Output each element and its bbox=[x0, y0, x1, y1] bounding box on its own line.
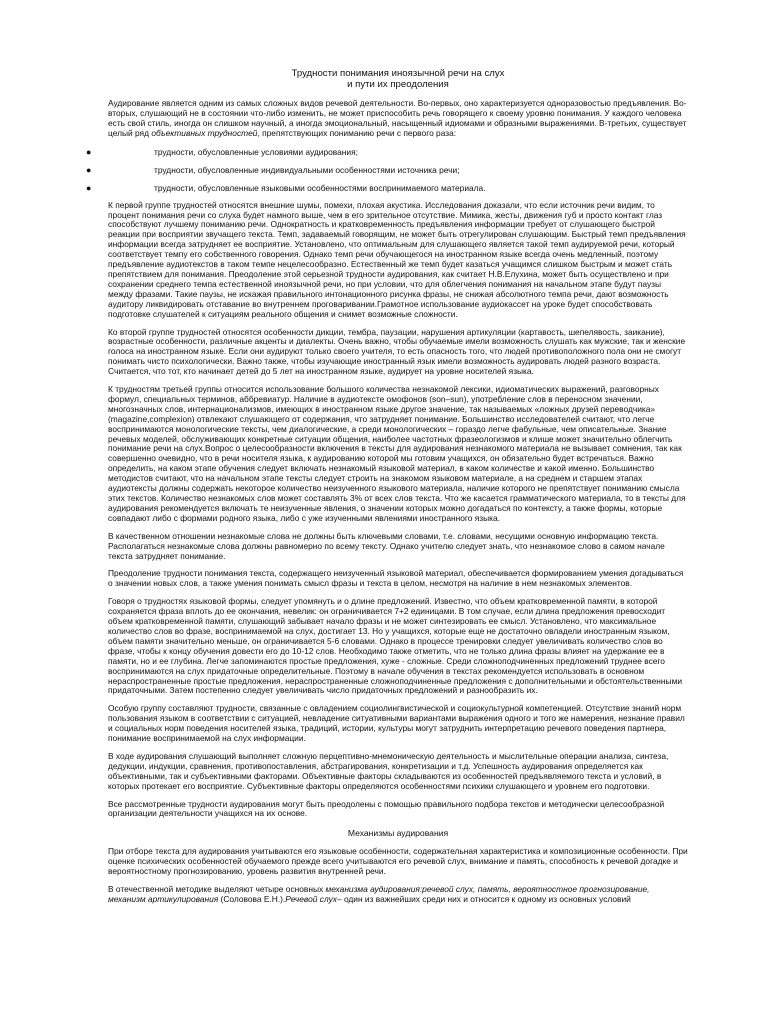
intro-text-b: , препятствующих пониманию речи с первого раза: bbox=[257, 127, 457, 138]
paragraph-unknown-words: В качественном отношении незнакомые слова не должны быть ключевыми словами, т.е. словами, несущими основную информацию текста. Располагаться незнакомые слова должны равномерно по всему тексту. Однако учителю следует знать, что незнакомое слово в самом начале текста затрудняет понимание. bbox=[108, 530, 665, 561]
mechanisms-emphasis: механизма аудирования:речевой слух, память, вероятностное прогнозирование, механизм артикулирования bbox=[108, 884, 650, 904]
paragraph-text-selection: При отборе текста для аудирования учитываются его языковые особенности, содержательная характеристика и композиционные особенности. При оценке психических особенностей обучаемого прежде всего учитываются его речевой слух, внимание и память, способность к речевой догадке и вероятностному прогнозированию, уровень развития внутренней речи. bbox=[108, 846, 688, 877]
bullet-icon: ● bbox=[86, 146, 92, 157]
paragraph-sentence-length: Говоря о трудностях языковой формы, следует упомянуть и о длине предложений. Известно, что объем кратковременной памяти, в которой сохраняется фраза вплоть до ее окончания, невелик: он ограничивается 7+2 единицами. В том случае, если длина предложения превосходит объем кратковременной памяти, слушающий забывает начало фразы и не может синтезировать ее смысл. Установлено, что максимальное количество слов во фразе, воспринимаемой на слух, достигает 13. Но у учащихся, которые еще не достаточно овладели иностранным языком, объем памяти значительно меньше, он ограничивается 5-6 словами. Однако в процессе тренировки следует увеличивать количество слов во фразе, чтобы к концу обучения довести его до 10-12 слов. Необходимо также отметить, что не только длина фразы влияет на удержание ее в памяти, но и ее глубина. Легче запоминаются простые предложения, хуже - сложные. Среди сложноподчиненных предложений труднее всего воспринимаются на слух придаточные определительные. Поэтому в начале обучения в текстах рекомендуется использовать в основном нераспространенные простые предложения, нераспространенные сложноподчиненные предложения с дополнительными и обстоятельственными придаточными. Затем постепенно следует увеличивать число придаточных предложений и разнообразить их. bbox=[108, 596, 683, 696]
paragraph-second-group: Ко второй группе трудностей относятся особенности дикции, тембра, паузации, нарушения артикуляции (картавость, шепелявость, заикание), возрастные особенности, различные акценты и диалекты. Очень важно, чтобы обучаемые имели возможность слушать как мужские, так и женские голоса на иностранном языке. Если они аудируют только своего учителя, то есть опасность того, что людей противоположного пола они не смогут понимать чисто психологически. Важно также, чтобы изучающие иностранный язык имели возможность аудировать людей разного возраста. Считается, что тот, кто начинает детей до 5 лет на иностранном языке, аудирует на уровне носителей языка. bbox=[108, 326, 686, 377]
paragraph-listening-process: В ходе аудирования слушающий выполняет сложную перцептивно-мнемоническую деятельность и мыслительные операции анализа, синтеза, дедукции, индукции, сравнения, противопоставления, абстрагирования, конкретизации и т.д. Успешность аудирования определяется как объективными, так и субъективными факторами. Объективные факторы складываются из особенностей предъявляемого текста и условий, в которых протекает его восприятие. Субъективные факторы определяются особенностями психики слушающего и уровнем его подготовки. bbox=[108, 750, 669, 791]
intro-paragraph bbox=[108, 99, 688, 139]
document-title bbox=[108, 68, 688, 90]
title-line-1: Трудности понимания иноязычной речи на слух bbox=[291, 68, 505, 79]
mechanisms-text-c: – один из важнейших среди них и относится к одному из основных условий bbox=[336, 894, 631, 904]
paragraph-third-group: К трудностям третьей группы относится использование большого количества незнакомой лексики, идиоматических выражений, разговорных формул, специальных терминов, аббревиатур. Наличие в аудиотексте омофонов (son–sun), употребление слов в переносном значении, многозначных слов, интернационализмов, имеющих в иностранном языке другое значение, так называемых «ложных друзей переводчика» (magazine,complexion) отвлекают слушающего от содержания, что затрудняет понимание. Большинство исследователей считают, что легче воспринимаются монологические тексты, чем диалогические, а среди монологических – гораздо легче фабульные, чем описательные. Знание речевых моделей, обслуживающих конкретные ситуации общения, наиболее частотных фразеологизмов и клише может значительно облегчить понимание речи на слух.Вопрос о целесообразности включения в тексты для аудирования незнакомого материала не вызывает сомнения, так как совершенно очевидно, что в речи носителя языка, к аудированию которой мы готовим учащихся, он обязательно будет встречаться. Важно определить, на каком этапе обучения следует включать незнакомый языковой материал, в каком количестве и какой именно. Большинство методистов считают, что на начальном этапе тексты следует строить на знакомом языковом материале, а на среднем и старшем этапах аудиотексты должны содержать некоторое количество неизученного языкового материала, наличие которого не препятствует пониманию смысла этих текстов. Количество незнакомых слов может составлять 3% от всех слов текста. Что же касается грамматического материала, то в тексты для аудирования рекомендуется включать те неизученные явления, о значении которых можно догадаться по контексту, а также формы, которые совпадают либо с формами родного языка, либо с уже изученными явлениями иностранного языка. bbox=[108, 384, 686, 523]
section-heading: Механизмы аудирования bbox=[347, 828, 449, 839]
paragraph-sociolinguistic: Особую группу составляют трудности, связанные с овладением социолингвистической и социокультурной компетенцией. Отсутствие знаний норм пользования языком в соответствии с ситуацией, невладение ситуативными вариантами выражения одного и того же намерения, незнание правил и социальных норм поведения носителей языка, традиций, истории, культуры могут затруднить интерпретацию речевого поведения партнера, понимание воспринимаемой на слух информации. bbox=[108, 703, 685, 744]
speech-hearing-emphasis: Речевой слух bbox=[285, 894, 337, 904]
intro-text-a: Аудирование является одним из самых сложных видов речевой деятельности. Во-первых, оно характеризуется одноразовостью предъявления. Во-вторых, слушающий не в состоянии что-либо изменить, не может приспособить речь говорящего к своему уровню понимания. У каждого человека есть свой стиль, иногда он слишком научный, а иногда эмоциональный, насыщенный идиомами и образными выражениями. В-третьих, существует целый ряд bbox=[108, 98, 687, 138]
paragraph-mechanisms bbox=[108, 885, 688, 905]
title-line-2: и пути их преодоления bbox=[347, 79, 449, 90]
mechanisms-text-a: В отечественной методике выделяют четыре основных bbox=[108, 884, 326, 895]
list-item bbox=[86, 164, 688, 175]
list-item bbox=[86, 182, 688, 193]
list-item-text: трудности, обусловленные языковыми особенностями воспринимаемого материала. bbox=[154, 182, 486, 193]
difficulty-list bbox=[86, 146, 688, 193]
intro-emphasis: объективных трудностей bbox=[151, 127, 258, 138]
paragraph-conclusion: Все рассмотренные трудности аудирования могут быть преодолены с помощью правильного подбора текстов и методически целесообразной организации деятельности учащихся на их основе. bbox=[108, 798, 665, 819]
bullet-icon: ● bbox=[86, 182, 92, 193]
list-item bbox=[86, 146, 688, 157]
paragraph-overcoming: Преодоление трудности понимания текста, содержащего неизученный языковой материал, обеспечивается формированием умения догадываться о значении новых слов, а также умения понимать смысл фразы и текста в целом, несмотря на наличие в нем незнакомых элементов. bbox=[108, 568, 684, 589]
mechanisms-text-b: (Соловова Е.Н.). bbox=[218, 894, 286, 904]
bullet-icon: ● bbox=[86, 164, 92, 175]
list-item-text: трудности, обусловленные индивидуальными особенностями источника речи; bbox=[154, 164, 460, 175]
paragraph-first-group: К первой группе трудностей относятся внешние шумы, помехи, плохая акустика. Исследования доказали, что если источник речи видим, то процент понимания речи со слуха будет намного выше, чем в его зрительное отсутствие. Мимика, жесты, движения губ и просто контакт глаз способствуют лучшему пониманию речи. Однократность и кратковременность предъявления информации требует от слушающего быстрой реакции при восприятии звучащего текста. Темп, задаваемый говорящим, не может быть отрегулирован слушающим. Быстрый темп предъявления информации всегда затрудняет ее восприятие. Установлено, что оптимальным для слушающего является такой темп аудируемой речи, который соответствует темпу его собственного говорения. Однако темп речи обучающегося на иностранном языке всегда очень медленный, поэтому предъявление аудиотекстов в таком темпе нецелесообразно. Естественный же темп будет казаться учащимся слишком быстрым и может стать препятствием для понимания. Преодоление этой серьезной трудности аудирования, как считает Н.В.Елухина, может быть осуществлено и при сохранении среднего темпа естественной иноязычной речи, но при условии, что для облегчения понимания на начальном этапе будут паузы между фразами. Такие паузы, не искажая правильного интонационного рисунка фразы, не снижая абсолютного темпа речи, дают возможность аудитору ликвидировать отставание во внутреннем проговаривании.Грамотное использование аудиокассет на уроке будет способствовать подготовке слушателей к ситуациям реального общения и снимет возможные сложности. bbox=[108, 199, 686, 319]
list-item-text: трудности, обусловленные условиями аудирования; bbox=[154, 146, 358, 157]
